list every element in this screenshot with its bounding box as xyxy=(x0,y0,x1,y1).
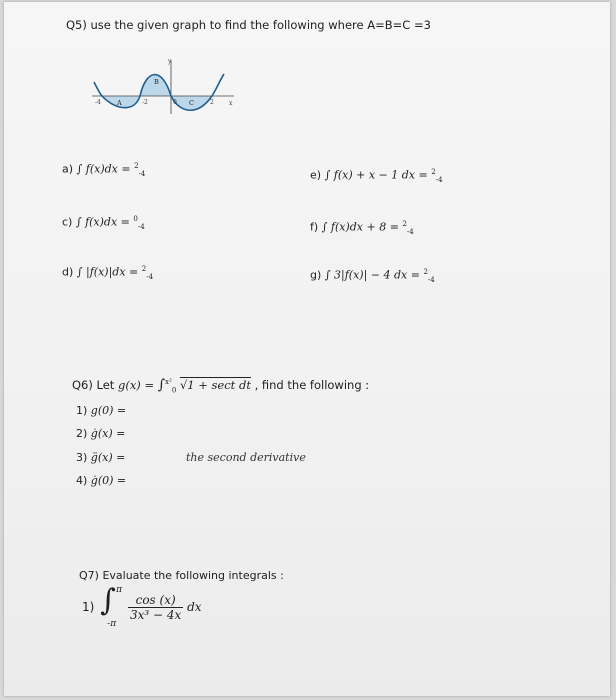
q7-item-1 xyxy=(82,583,202,635)
q5-item-e xyxy=(310,168,443,184)
upper-limit: 2 xyxy=(431,168,436,176)
upper-limit: 2 xyxy=(423,268,428,276)
item-expression: ġ(0) = xyxy=(90,474,127,487)
q6-prefix: Q6) Let xyxy=(72,378,115,392)
item-label: d) xyxy=(62,265,74,279)
item-expression: ∫ |f(x)|dx = xyxy=(76,265,139,279)
item-label: a) xyxy=(62,162,74,176)
q7-title: Q7) Evaluate the following integrals : xyxy=(79,569,284,582)
q5-graph xyxy=(84,54,244,118)
numerator: cos (x) xyxy=(128,593,183,608)
q5-item-d xyxy=(62,265,153,281)
upper-limit: 2 xyxy=(134,162,139,170)
second-derivative-note: the second derivative xyxy=(186,451,306,464)
q6-integrand: √1 + sect dt xyxy=(179,378,251,392)
integrand-fraction xyxy=(128,593,183,622)
q5-item-c xyxy=(62,215,145,231)
q5-item-f xyxy=(310,220,414,236)
item-label: e) xyxy=(310,168,322,182)
lower-limit: -4 xyxy=(138,169,146,178)
item-expression: g̈(x) = xyxy=(90,451,126,464)
q6-item-3 xyxy=(76,451,125,464)
item-expression: ∫ f(x)dx = xyxy=(75,215,130,229)
y-axis-label: y xyxy=(168,58,172,65)
lower-limit: -4 xyxy=(427,275,435,284)
q5-item-a xyxy=(62,162,145,178)
tick-label: 0 xyxy=(173,99,177,106)
item-expression: ∫ f(x)dx = xyxy=(76,162,131,176)
q6-heading xyxy=(72,377,369,394)
item-label: c) xyxy=(62,215,73,229)
item-label: 2) xyxy=(76,427,88,440)
lower-limit: -4 xyxy=(146,272,154,281)
item-expression: ∫ f(x)dx + 8 = xyxy=(321,220,399,234)
x-axis-label: x xyxy=(229,100,233,107)
item-expression: ∫ f(x) + x − 1 dx = xyxy=(324,168,428,182)
upper-limit: 2 xyxy=(141,265,147,273)
q6-item-4 xyxy=(76,474,126,487)
tick-label: 2 xyxy=(210,99,214,106)
item-expression: ġ(x) = xyxy=(90,427,126,440)
upper-limit: π xyxy=(116,585,123,595)
integral-with-limits xyxy=(98,583,124,629)
integral-sign: ∫ xyxy=(100,583,116,618)
upper-limit: 0 xyxy=(133,215,138,223)
q6-item-2 xyxy=(76,427,125,440)
tick-label: -4 xyxy=(95,99,101,106)
tick-label: -2 xyxy=(142,99,148,106)
lower-limit: 0 xyxy=(171,386,177,395)
item-label: 1) xyxy=(82,600,95,614)
lower-limit: -π xyxy=(107,619,117,629)
worksheet-page xyxy=(4,2,610,696)
lower-limit: -4 xyxy=(406,227,414,236)
item-label: f) xyxy=(310,220,319,234)
differential: dx xyxy=(187,600,202,614)
denominator: 3x³ − 4x xyxy=(129,607,182,622)
region-b-label: B xyxy=(154,78,159,86)
lower-limit: -4 xyxy=(137,222,145,231)
integral-sign: ∫ xyxy=(157,377,166,393)
item-label: g) xyxy=(310,268,322,282)
q5-item-g xyxy=(310,268,435,284)
q6-definition: g(x) = xyxy=(117,378,155,392)
item-label: 4) xyxy=(76,474,88,487)
q6-item-1 xyxy=(76,404,126,417)
q5-title: Q5) use the given graph to find the following where A=B=C =3 xyxy=(66,18,431,32)
q6-suffix: , find the following : xyxy=(254,378,370,392)
item-label: 3) xyxy=(76,451,88,464)
item-expression: g(0) = xyxy=(90,404,127,417)
item-expression: ∫ 3|f(x)| − 4 dx = xyxy=(324,268,420,282)
region-a-label: A xyxy=(117,99,122,107)
upper-limit: x² xyxy=(165,378,172,387)
region-c-label: C xyxy=(189,99,194,107)
upper-limit: 2 xyxy=(402,220,407,228)
item-label: 1) xyxy=(76,404,88,417)
lower-limit: -4 xyxy=(435,175,443,184)
